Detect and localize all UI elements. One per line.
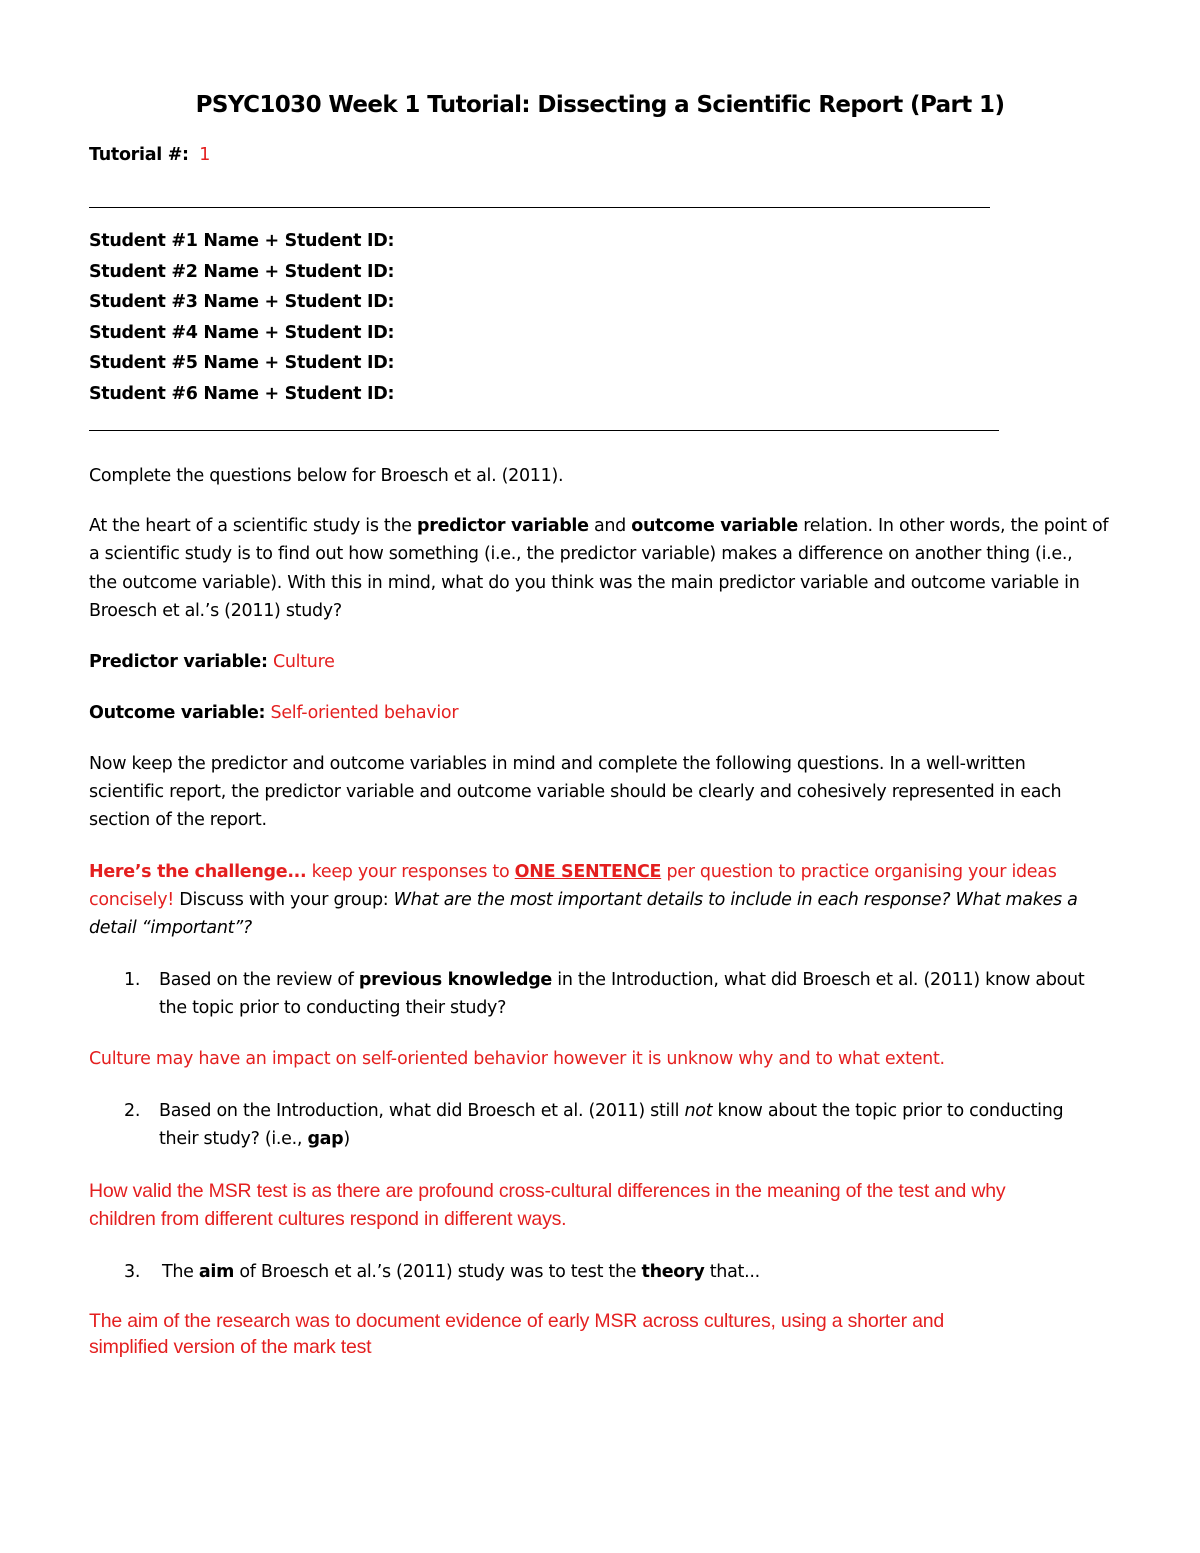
student-3-field[interactable]: Student #3 Name + Student ID: bbox=[89, 292, 395, 312]
q1-line-1: Based on the review of previous knowledge in the Introduction, what did Broesch et al. (2011) know about bbox=[159, 970, 1085, 990]
tutorial-label: Tutorial #: bbox=[89, 145, 189, 165]
q1-line-2: the topic prior to conducting their study? bbox=[159, 998, 507, 1018]
challenge-line-3: detail “important”? bbox=[89, 918, 252, 938]
student-4-field[interactable]: Student #4 Name + Student ID: bbox=[89, 323, 395, 343]
predictor-line bbox=[89, 648, 335, 676]
heart-line-2: a scientific study is to find out how something (i.e., the predictor variable) makes a difference on another thing (i.e., bbox=[89, 544, 1073, 564]
divider-top bbox=[89, 207, 990, 208]
now-line-1: Now keep the predictor and outcome variables in mind and complete the following questions. In a well-written bbox=[89, 754, 1026, 774]
student-6-field[interactable]: Student #6 Name + Student ID: bbox=[89, 384, 395, 404]
tutorial-number[interactable]: 1 bbox=[199, 145, 211, 165]
challenge-line-2: concisely! Discuss with your group: What are the most important details to include in each response? What makes a bbox=[89, 890, 1078, 910]
q1-answer[interactable]: Culture may have an impact on self-oriented behavior however it is unknow why and to what extent. bbox=[89, 1049, 945, 1069]
intro-text: Complete the questions below for Broesch et al. (2011). bbox=[89, 466, 564, 486]
q1-number: 1. bbox=[124, 970, 141, 990]
q2-line-2: their study? (i.e., gap) bbox=[159, 1129, 350, 1149]
predictor-answer[interactable]: Culture bbox=[272, 652, 335, 672]
now-line-2: scientific report, the predictor variable and outcome variable should be clearly and cohesively represented in each bbox=[89, 782, 1062, 802]
page-title: PSYC1030 Week 1 Tutorial: Dissecting a Scientific Report (Part 1) bbox=[195, 92, 1005, 118]
divider-bottom bbox=[89, 430, 999, 431]
tutorial-line bbox=[89, 141, 210, 169]
q3-answer-line-2[interactable]: simplified version of the mark test bbox=[89, 1336, 372, 1358]
heart-line-3: the outcome variable). With this in mind, what do you think was the main predictor variable and outcome variable in bbox=[89, 573, 1080, 593]
predictor-label: Predictor variable: bbox=[89, 652, 268, 672]
now-line-3: section of the report. bbox=[89, 810, 267, 830]
heart-line-4: Broesch et al.’s (2011) study? bbox=[89, 601, 342, 621]
student-5-field[interactable]: Student #5 Name + Student ID: bbox=[89, 353, 395, 373]
q2-answer-line-1[interactable]: How valid the MSR test is as there are profound cross-cultural differences in the meaning of the test and why bbox=[89, 1180, 1006, 1202]
student-1-field[interactable]: Student #1 Name + Student ID: bbox=[89, 231, 395, 251]
q3-answer-line-1[interactable]: The aim of the research was to document evidence of early MSR across cultures, using a shorter and bbox=[89, 1310, 945, 1332]
outcome-answer[interactable]: Self-oriented behavior bbox=[270, 703, 459, 723]
student-2-field[interactable]: Student #2 Name + Student ID: bbox=[89, 262, 395, 282]
heart-line-1: At the heart of a scientific study is the predictor variable and outcome variable relation. In other words, the point of bbox=[89, 516, 1109, 536]
q2-number: 2. bbox=[124, 1101, 141, 1121]
q2-answer-line-2[interactable]: children from different cultures respond in different ways. bbox=[89, 1208, 567, 1230]
challenge-line-1: Here’s the challenge... keep your responses to ONE SENTENCE per question to practice organising your ideas bbox=[89, 862, 1057, 882]
q3-number: 3. bbox=[124, 1262, 141, 1282]
outcome-line bbox=[89, 699, 458, 727]
outcome-label: Outcome variable: bbox=[89, 703, 266, 723]
q3-line-1: The aim of Broesch et al.’s (2011) study was to test the theory that... bbox=[162, 1262, 760, 1282]
q2-line-1: Based on the Introduction, what did Broesch et al. (2011) still not know about the topic prior to conducting bbox=[159, 1101, 1064, 1121]
